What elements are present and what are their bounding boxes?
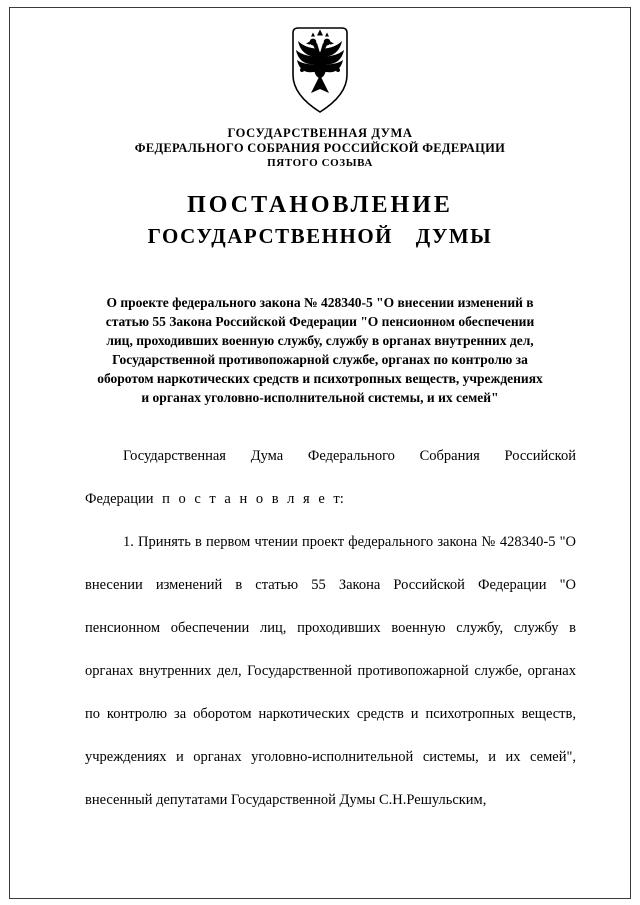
org-subtitle: ФЕДЕРАЛЬНОГО СОБРАНИЯ РОССИЙСКОЙ ФЕДЕРАЦИИ xyxy=(134,141,506,155)
resolution-body xyxy=(85,435,576,822)
org-name: ГОСУДАРСТВЕННАЯ ДУМА xyxy=(227,126,413,140)
body-paragraph-resolves xyxy=(85,435,576,521)
doc-type-issuer: ГОСУДАРСТВЕННОЙ ДУМЫ xyxy=(147,224,493,248)
body-paragraph-resolves-text: Государственная Дума Федерального Собрания Российской Федерации xyxy=(85,448,576,507)
resolution-title: О проекте федерального закона № 428340-5 "О внесении изменений в статью 55 Закона Российской Федерации "О пенсионном обеспечении лиц, проходивших военную службу, службу в органах внутренних дел, Государственной противопожарной службе, органах по контролю за оборотом наркотических средств и психотропных веществ, учреждениях и органах уголовно-исполнительной системы, и их семей" xyxy=(97,295,543,405)
doc-type-word: ПОСТАНОВЛЕНИЕ xyxy=(187,192,453,218)
resolves-verb: п о с т а н о в л я е т: xyxy=(162,491,344,507)
convocation: ПЯТОГО СОЗЫВА xyxy=(267,157,373,169)
coat-of-arms-icon xyxy=(0,0,640,117)
document-type-heading xyxy=(0,191,640,249)
organization-header xyxy=(0,126,640,171)
body-paragraph-item-1: 1. Принять в первом чтении проект федерального закона № 428340-5 "О внесении изменений в статью 55 Закона Российской Федерации "О пенсионном обеспечении лиц, проходивших военную службу, службу в органах внутренних дел, Государственной противопожарной службе, органах по контролю за оборотом наркотических средств и психотропных веществ, учреждениях и органах уголовно-исполнительной системы, и их семей", внесенный депутатами Государственной Думы С.Н.Решульским, xyxy=(85,534,576,808)
